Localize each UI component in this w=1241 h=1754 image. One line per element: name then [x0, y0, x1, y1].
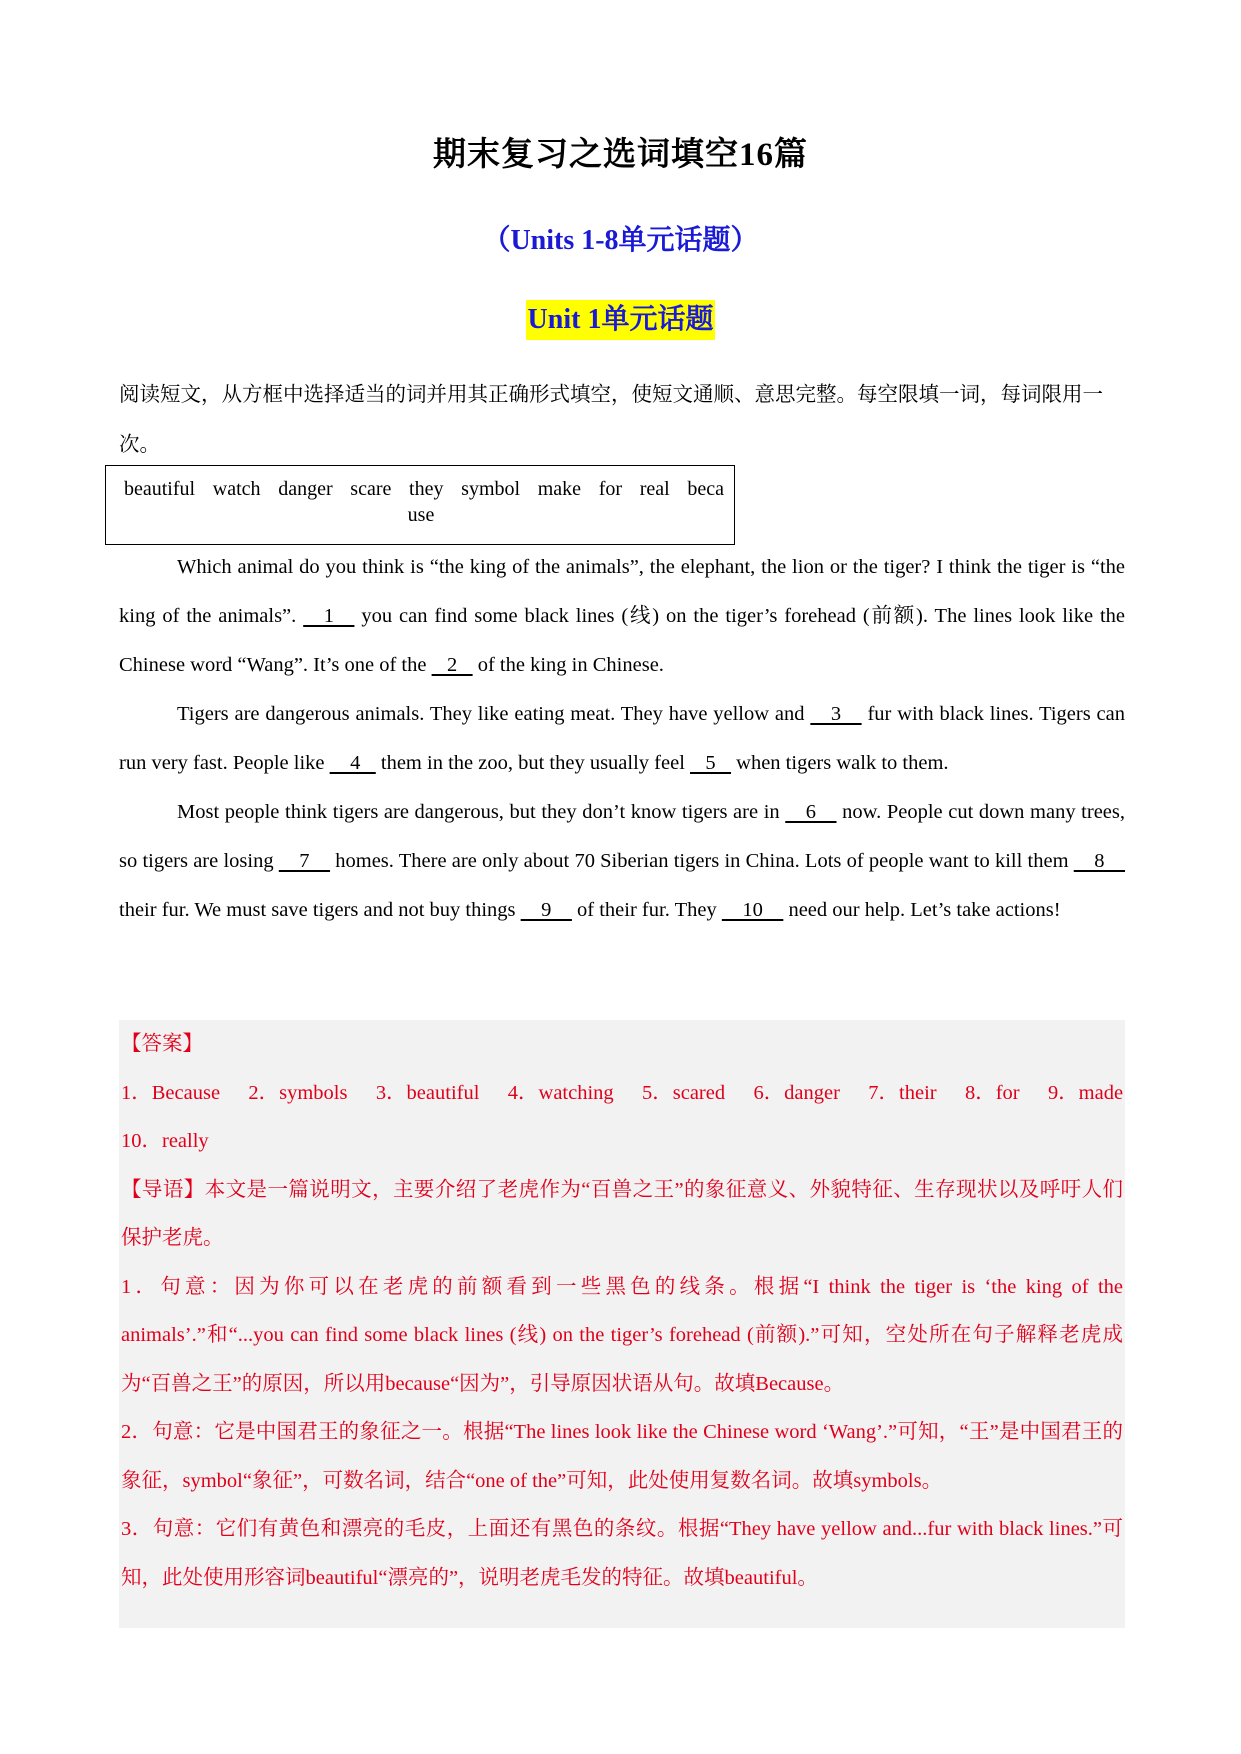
- answer-item: 8．for: [964, 1081, 1020, 1104]
- answer-section: [119, 1020, 1125, 1628]
- passage-paragraph-3: [119, 788, 1125, 935]
- blank-5: 5: [690, 752, 732, 774]
- word-item: for: [598, 478, 623, 500]
- page-subtitle: （Units 1-8单元话题）: [482, 225, 759, 256]
- passage-text: of the king in Chinese.: [472, 654, 664, 676]
- blank-8: 8: [1073, 850, 1125, 872]
- passage-text: of their fur. They: [571, 899, 722, 921]
- passage-text: fur with black lines. Tigers can run very fast. People like: [119, 703, 1125, 774]
- word-item: watch: [212, 478, 261, 500]
- passage-text: need our help. Let’s take actions!: [783, 899, 1061, 921]
- blank-4: 4: [329, 752, 376, 774]
- word-item: real: [639, 478, 670, 500]
- passage-text: them in the zoo, but they usually feel: [375, 752, 691, 774]
- passage-text: homes. There are only about 70 Siberian tigers in China. Lots of people want to kill them: [330, 850, 1074, 872]
- page-title: 期末复习之选词填空16篇: [433, 137, 808, 173]
- blank-7: 7: [278, 850, 331, 872]
- answer-item: 4．watching: [507, 1081, 614, 1104]
- word-item: beca: [687, 478, 725, 500]
- guide-text: 【导语】本文是一篇说明文，主要介绍了老虎作为“百兽之王”的象征意义、外貌特征、生存现状以及呼吁人们保护老虎。: [121, 1178, 1123, 1249]
- explanation-1: 1．句意：因为你可以在老虎的前额看到一些黑色的线条。根据“I think the tiger is ‘the king of the animals’.”和“...you can find some black lines (线) on the tiger’s forehead (前额).”可知，空处所在句子解释老虎成为“百兽之王”的原因，所以用because“因为”，引导原因状语从句。故填Because。: [121, 1275, 1123, 1395]
- answer-item: 9．made: [1047, 1081, 1124, 1104]
- passage-text: you can find some black lines (线) on the tiger’s forehead (前额). The lines look like the Chinese word “Wang”. It’s one of the: [119, 605, 1125, 676]
- blank-1: 1: [303, 605, 355, 627]
- passage-text: Most people think tigers are dangerous, but they don’t know tigers are in: [177, 801, 786, 823]
- blank-9: 9: [520, 899, 572, 921]
- answer-list: [121, 1069, 1123, 1118]
- explanation-2: 2．句意：它是中国君王的象征之一。根据“The lines look like the Chinese word ‘Wang’.”可知，“王”是中国君王的象征，symbol“象征”，可数名词，结合“one of the”可知，此处使用复数名词。故填symbols。: [121, 1421, 1123, 1492]
- blank-6: 6: [785, 801, 837, 823]
- word-item: beautiful: [124, 478, 196, 500]
- passage-text: now. People cut down many trees, so tigers are losing: [119, 801, 1126, 872]
- answer-item-last: 10．really: [121, 1130, 209, 1152]
- passage-paragraph-2: [119, 690, 1125, 788]
- explanation-3: 3．句意：它们有黄色和漂亮的毛皮，上面还有黑色的条纹。根据“They have yellow and...fur with black lines.”可知，此处使用形容词beautiful“漂亮的”，说明老虎毛发的特征。故填beautiful。: [121, 1518, 1123, 1589]
- passage-text: their fur. We must save tigers and not buy things: [119, 899, 521, 921]
- unit-heading: Unit 1单元话题: [526, 300, 716, 340]
- answer-item: 1．Because: [121, 1081, 221, 1104]
- answer-item: 2．symbols: [248, 1081, 348, 1104]
- answer-label: 【答案】: [121, 1033, 203, 1055]
- word-box-words: [124, 476, 724, 502]
- passage-text: Tigers are dangerous animals. They like eating meat. They have yellow and: [177, 703, 811, 725]
- answer-item: 5．scared: [642, 1081, 726, 1104]
- answer-item: 7．their: [868, 1081, 937, 1104]
- word-item: symbol: [461, 478, 521, 500]
- word-box: [105, 465, 735, 545]
- blank-2: 2: [431, 654, 473, 676]
- answer-item: 6．danger: [753, 1081, 840, 1104]
- word-item: danger: [278, 478, 333, 500]
- answer-item: 3．beautiful: [375, 1081, 480, 1104]
- unit-heading-wrap: [0, 300, 1241, 340]
- blank-3: 3: [810, 703, 862, 725]
- passage-paragraph-1: [119, 543, 1125, 690]
- blank-10: 10: [721, 899, 784, 921]
- passage: [119, 543, 1125, 935]
- word-item: make: [537, 478, 582, 500]
- passage-text: when tigers walk to them.: [731, 752, 949, 774]
- word-item: they: [409, 478, 444, 500]
- instructions: 阅读短文，从方框中选择适当的词并用其正确形式填空，使短文通顺、意思完整。每空限填一词，每词限用一次。: [119, 384, 1103, 456]
- word-item: scare: [350, 478, 392, 500]
- passage-text: Which animal do you think is “the king of the animals”, the elephant, the lion or the tiger? I think the tiger is “the king of the animals”.: [119, 556, 1125, 627]
- word-box-wrap-tail: use: [407, 504, 435, 526]
